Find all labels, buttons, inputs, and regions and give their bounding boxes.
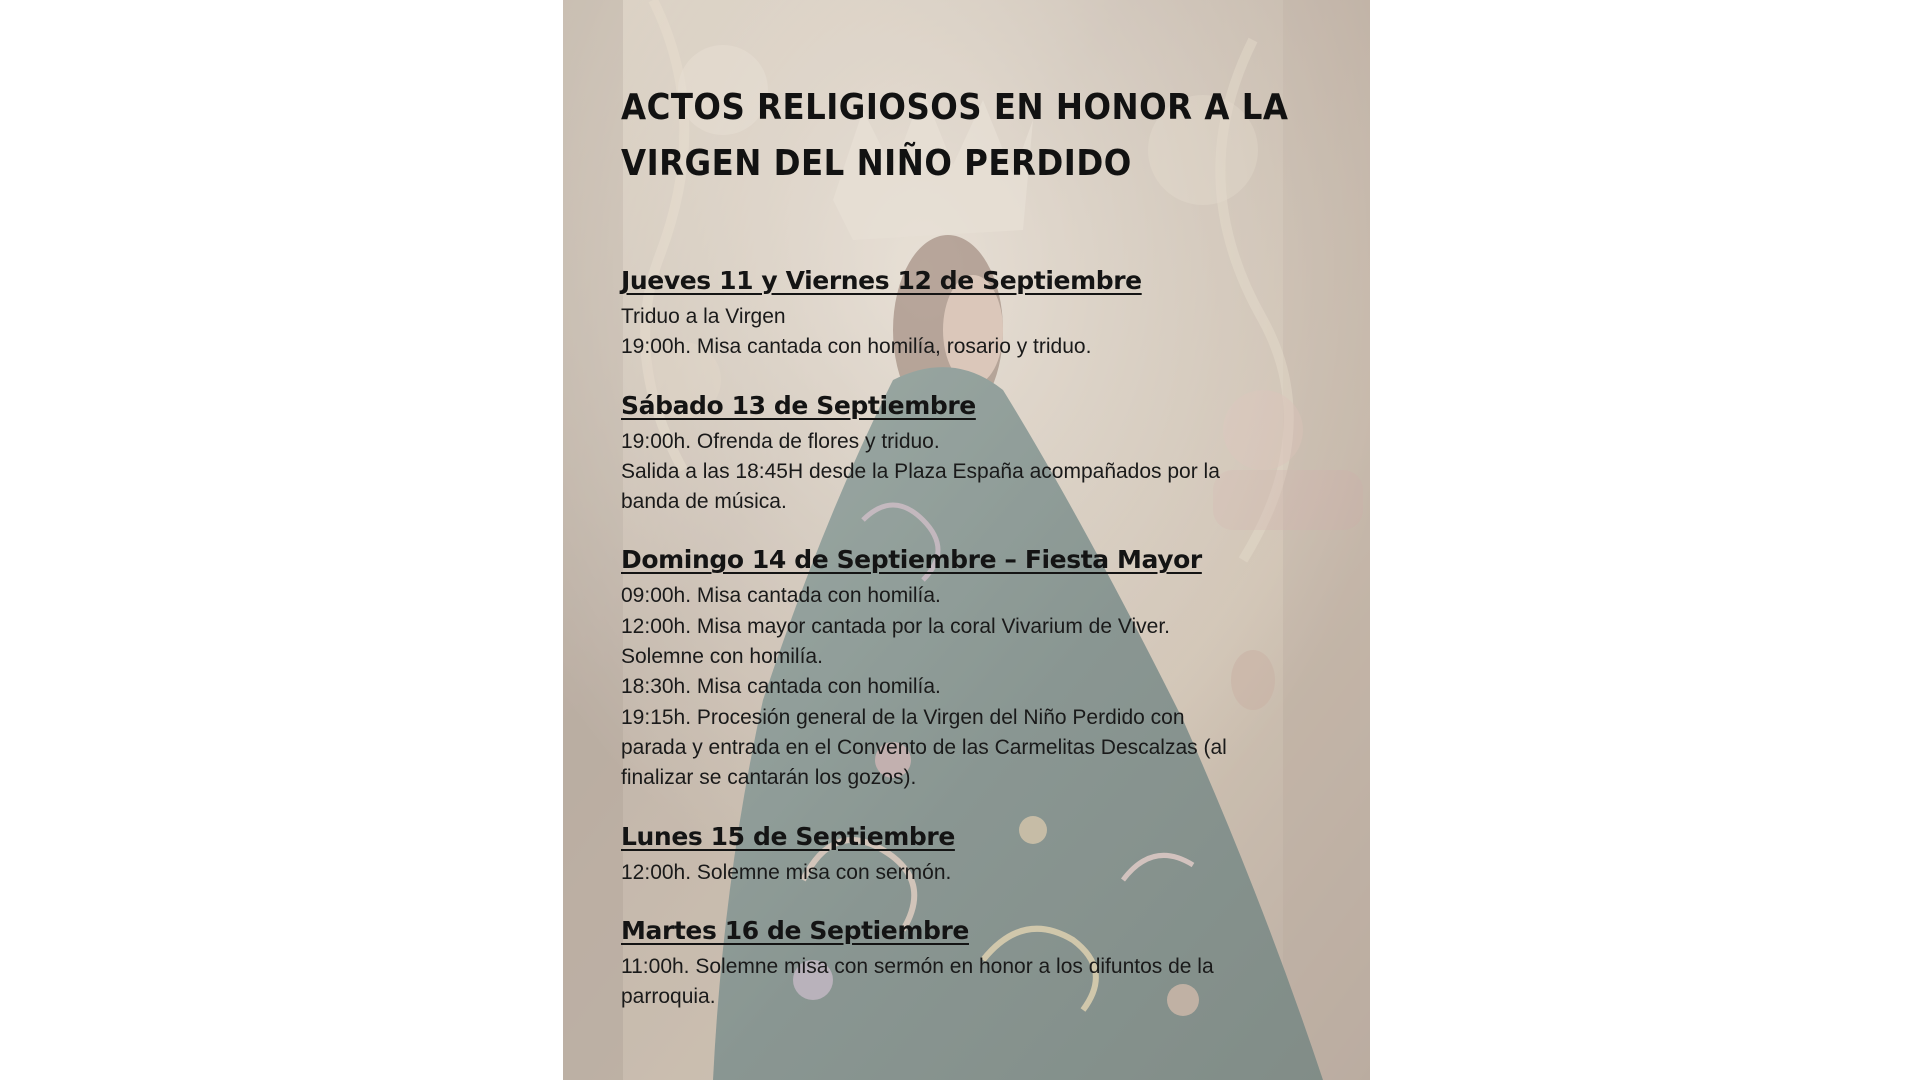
- section-heading: Domingo 14 de Septiembre – Fiesta Mayor: [621, 545, 1202, 575]
- poster: [563, 0, 1370, 1080]
- schedule-line: parada y entrada en el Convento de las Carmelitas Descalzas (al: [621, 735, 1227, 759]
- schedule-line: 12:00h. Misa mayor cantada por la coral Vivarium de Viver.: [621, 614, 1171, 638]
- poster-title-line-2: VIRGEN DEL NIÑO PERDIDO: [621, 143, 1132, 184]
- schedule-line: banda de música.: [621, 490, 787, 514]
- poster-content: [621, 80, 1321, 1038]
- schedule-line: 18:30h. Misa cantada con homilía.: [621, 675, 941, 699]
- schedule-line: 19:00h. Misa cantada con homilía, rosario y triduo.: [621, 335, 1092, 359]
- schedule-section-saturday: [621, 389, 1321, 518]
- schedule-line: 19:00h. Ofrenda de flores y triduo.: [621, 429, 940, 453]
- schedule-line: Solemne con homilía.: [621, 645, 823, 669]
- schedule-section-monday: [621, 820, 1321, 888]
- section-heading: Sábado 13 de Septiembre: [621, 390, 976, 420]
- schedule-section-thursday-friday: [621, 264, 1321, 363]
- schedule-line: Triduo a la Virgen: [621, 305, 786, 328]
- schedule-line: 11:00h. Solemne misa con sermón en honor a los difuntos de la: [621, 954, 1214, 978]
- section-heading: Martes 16 de Septiembre: [621, 915, 969, 945]
- schedule-line: 12:00h. Solemne misa con sermón.: [621, 860, 952, 884]
- poster-title-line-1: ACTOS RELIGIOSOS EN HONOR A LA: [621, 87, 1289, 128]
- schedule-line: 09:00h. Misa cantada con homilía.: [621, 584, 941, 608]
- schedule-section-tuesday: [621, 914, 1321, 1013]
- schedule-line: Salida a las 18:45H desde la Plaza España acompañados por la: [621, 459, 1220, 483]
- section-heading: Lunes 15 de Septiembre: [621, 821, 955, 851]
- schedule-section-sunday: [621, 543, 1321, 793]
- poster-title: [621, 80, 1321, 192]
- schedule-line: parroquia.: [621, 985, 716, 1009]
- schedule-line: 19:15h. Procesión general de la Virgen del Niño Perdido con: [621, 705, 1185, 729]
- section-heading: Jueves 11 y Viernes 12 de Septiembre: [621, 266, 1142, 295]
- schedule-line: finalizar se cantarán los gozos).: [621, 766, 917, 790]
